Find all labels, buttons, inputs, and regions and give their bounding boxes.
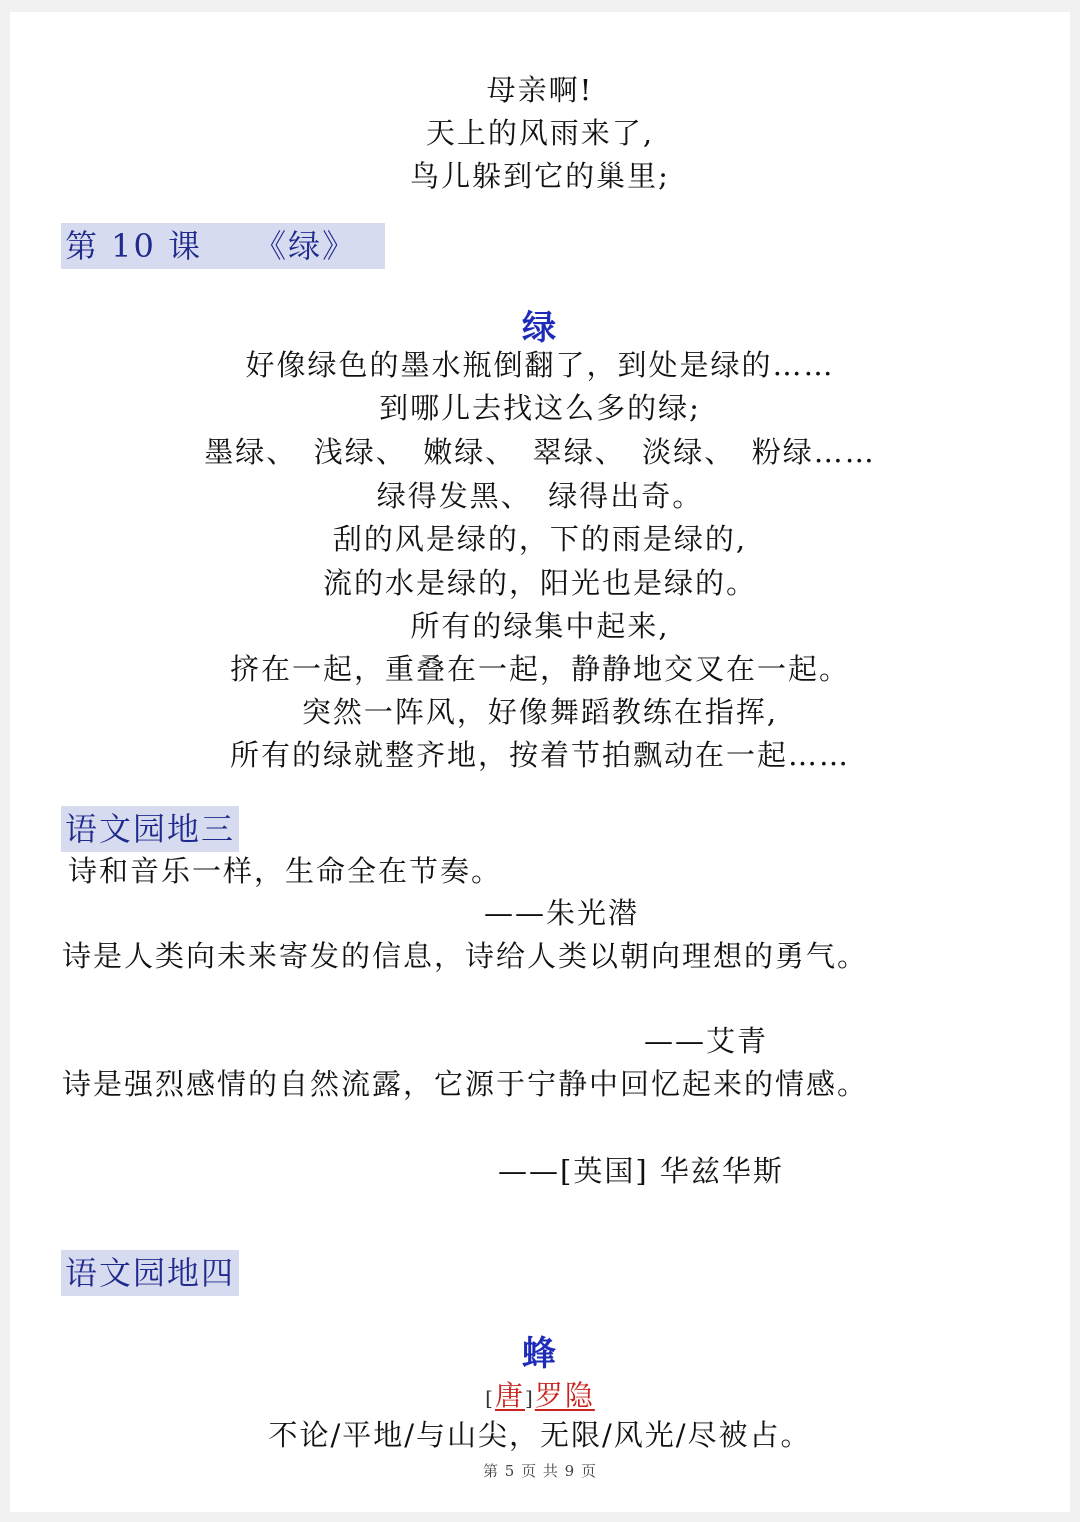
- poem-line: 到哪儿去找这么多的绿;: [379, 391, 701, 425]
- poem-line: 所有的绿就整齐地，按着节拍飘动在一起……: [229, 738, 850, 772]
- poem-line: 突然一阵风，好像舞蹈教练在指挥,: [301, 695, 779, 729]
- poem-line: 挤在一起，重叠在一起，静静地交叉在一起。: [229, 652, 850, 686]
- lesson-10-heading: 第 10 课 《绿》: [61, 223, 385, 269]
- quote-text: 诗和音乐一样，生命全在节奏。: [68, 854, 503, 888]
- garden-4-heading: 语文园地四: [61, 1250, 239, 1296]
- poem-line: 刮的风是绿的，下的雨是绿的,: [332, 522, 748, 556]
- bracket-close: ]: [525, 1386, 535, 1410]
- poem-line: 所有的绿集中起来,: [410, 609, 670, 643]
- poem-author: 罗隐: [534, 1379, 595, 1412]
- poem-title-feng: 蜂: [522, 1334, 558, 1374]
- poem-line: 不论/平地/与山尖，无限/风光/尽被占。: [268, 1418, 812, 1452]
- quote-text: 诗是人类向未来寄发的信息，诗给人类以朝向理想的勇气。: [62, 939, 869, 973]
- quote-author: ——朱光潜: [484, 896, 640, 930]
- bracket-open: [: [485, 1386, 495, 1410]
- quote-text: 诗是强烈感情的自然流露，它源于宁静中回忆起来的情感。: [62, 1067, 869, 1101]
- poem-line: 鸟儿躲到它的巢里;: [410, 159, 670, 193]
- poem-byline: [0, 1374, 1080, 1414]
- poem-title-lu: 绿: [522, 308, 558, 348]
- poem-line: 墨绿、 浅绿、 嫩绿、 翠绿、 淡绿、 粉绿……: [204, 435, 876, 469]
- garden-3-heading: 语文园地三: [61, 806, 239, 852]
- poem-line: 好像绿色的墨水瓶倒翻了，到处是绿的……: [245, 348, 835, 382]
- quote-author: ——[英国] 华兹华斯: [498, 1154, 784, 1188]
- poem-dynasty: 唐: [494, 1379, 525, 1412]
- quote-author: ——艾青: [644, 1024, 769, 1058]
- page-number: 第 5 页 共 9 页: [483, 1462, 597, 1480]
- poem-line: 母亲啊!: [486, 73, 594, 107]
- poem-line: 绿得发黑、 绿得出奇。: [376, 479, 704, 513]
- poem-line: 天上的风雨来了,: [425, 116, 655, 150]
- poem-line: 流的水是绿的，阳光也是绿的。: [322, 566, 757, 600]
